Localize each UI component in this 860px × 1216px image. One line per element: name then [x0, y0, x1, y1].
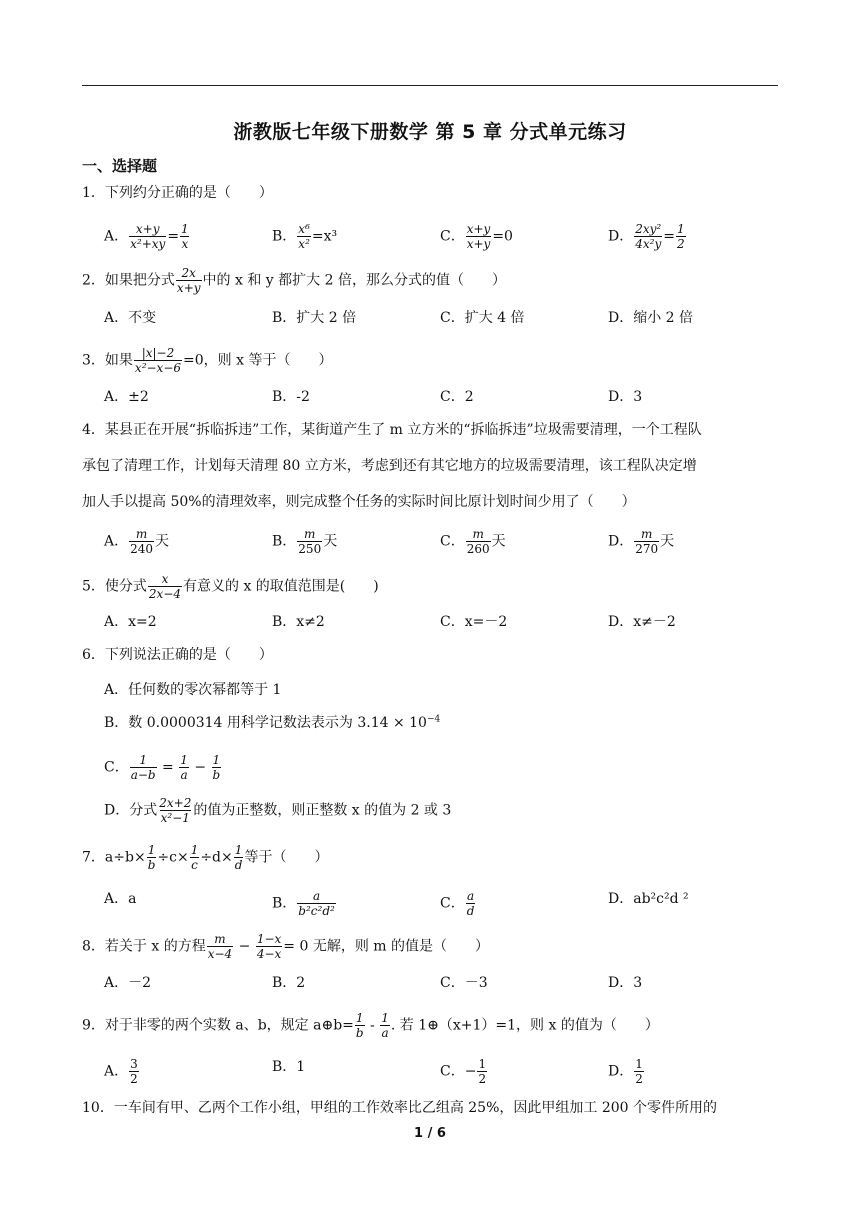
header-rule	[82, 85, 778, 86]
question-6: 6．下列说法正确的是（ ）	[82, 647, 273, 663]
question-7: 7．a÷b× $\frac{1}{b}$ ÷c× $\frac{1}{c}$ ÷d× $\frac{1}{d}$ 等于（ ）	[82, 843, 329, 872]
question-2: 2．如果把分式 $\frac{2x}{x+y}$ 中的 x 和 y 都扩大 2 倍，那么分式的值（ ）	[82, 266, 506, 295]
q3-option-b: B．-2	[272, 389, 310, 405]
q6-option-c: C． $\frac{1}{a-b}$ = $\frac{1}{a}$ − $\frac{1}{b}$	[104, 753, 221, 782]
page-number: 1 / 6	[414, 1126, 446, 1141]
q6-option-b: B．数 0.0000314 用科学记数法表示为 $3.14 \times 10^{-4}$	[104, 714, 441, 731]
q1-option-b: B． $\frac{\text{x⁶}}{\text{x²}}$ =x³	[272, 222, 338, 251]
q6-option-a: A．任何数的零次幂都等于 1	[104, 682, 282, 698]
q7-option-a: A．a	[104, 891, 137, 907]
q4-line-3: 加人手以提高 50%的清理效率，则完成整个任务的实际时间比原计划时间少用了（ ）	[82, 494, 636, 510]
q9-option-d: D． $\frac{1}{2}$	[608, 1057, 643, 1086]
q9-option-c: C．− $\frac{1}{2}$	[440, 1057, 487, 1086]
section-heading: 一、选择题	[82, 157, 158, 175]
q4-option-a: A． $\frac{m}{240}$ 天	[104, 527, 170, 556]
q9-option-a: A． $\frac{3}{2}$	[104, 1057, 138, 1086]
q9-option-b: B．1	[272, 1059, 306, 1075]
q2-option-b: B．扩大 2 倍	[272, 310, 357, 326]
q7-option-d: D．ab²c²d ²	[608, 891, 689, 907]
q7-option-c: C． $\frac{a}{d}$	[440, 889, 475, 918]
q1-option-a: A． $\frac{x+y}{\text{x²+xy}}$ = $\frac{1}{x}$	[104, 222, 189, 251]
q3-option-d: D．3	[608, 389, 643, 405]
page-title: 浙教版七年级下册数学 第 5 章 分式单元练习	[233, 121, 627, 143]
q8-option-c: C．－3	[440, 975, 488, 991]
q4-line-1: 4．某县正在开展“拆临拆违”工作，某街道产生了 m 立方米的“拆临拆违”垃圾需要清理，一个工程队	[82, 422, 702, 438]
q8-option-d: D．3	[608, 975, 643, 991]
question-9: 9．对于非零的两个实数 a、b，规定 a⊕b= $\frac{1}{b}$ - $\frac{1}{a}$ . 若 1⊕（x+1）=1，则 x 的值为（ ）	[82, 1011, 659, 1040]
q3-option-c: C．2	[440, 389, 474, 405]
q5-option-a: A．x=2	[104, 614, 157, 630]
q5-option-b: B．x≠2	[272, 614, 325, 630]
q4-option-d: D． $\frac{m}{270}$ 天	[608, 527, 675, 556]
q2-option-a: A．不变	[104, 310, 157, 326]
question-1: 1．下列约分正确的是（ ）	[82, 185, 273, 201]
q7-option-b: B． $\frac{a}{\text{b²c²d²}}$	[272, 889, 335, 918]
q2-option-c: C．扩大 4 倍	[440, 310, 525, 326]
q3-option-a: A．±2	[104, 389, 149, 405]
q4-line-2: 承包了清理工作，计划每天清理 80 立方米，考虑到还有其它地方的垃圾需要清理，该工程队决定增	[82, 458, 697, 474]
question-10: 10．一车间有甲、乙两个工作小组，甲组的工作效率比乙组高 25%，因此甲组加工 200 个零件所用的	[82, 1100, 718, 1116]
question-3: 3．如果 $\frac{|x|-2}{\text{x²−x−6}}$ =0，则 x 等于（ ）	[82, 346, 333, 375]
q4-option-b: B． $\frac{m}{250}$ 天	[272, 527, 338, 556]
q6-option-d: D．分式 $\frac{2x+2}{\text{x²−1}}$ 的值为正整数，则正整数 x 的值为 2 或 3	[104, 796, 452, 825]
q4-option-c: C． $\frac{m}{260}$ 天	[440, 527, 506, 556]
q2-option-d: D．缩小 2 倍	[608, 310, 694, 326]
q5-option-c: C．x=－2	[440, 614, 508, 630]
q8-option-b: B．2	[272, 975, 306, 991]
q8-option-a: A．－2	[104, 975, 152, 991]
q5-option-d: D．x≠－2	[608, 614, 676, 630]
q1-option-d: D． $\frac{\text{2xy²}}{\text{4x²y}}$ = $\frac{1}{2}$	[608, 222, 685, 251]
question-8: 8．若关于 x 的方程 $\frac{m}{x-4}$ − $\frac{1-x}{4-x}$ = 0 无解，则 m 的值是（ ）	[82, 932, 489, 961]
q1-option-c: C． $\frac{x+y}{x+y}$ =0	[440, 222, 513, 251]
question-5: 5．使分式 $\frac{x}{2x-4}$ 有意义的 x 的取值范围是( )	[82, 572, 379, 601]
question-4	[82, 412, 778, 520]
